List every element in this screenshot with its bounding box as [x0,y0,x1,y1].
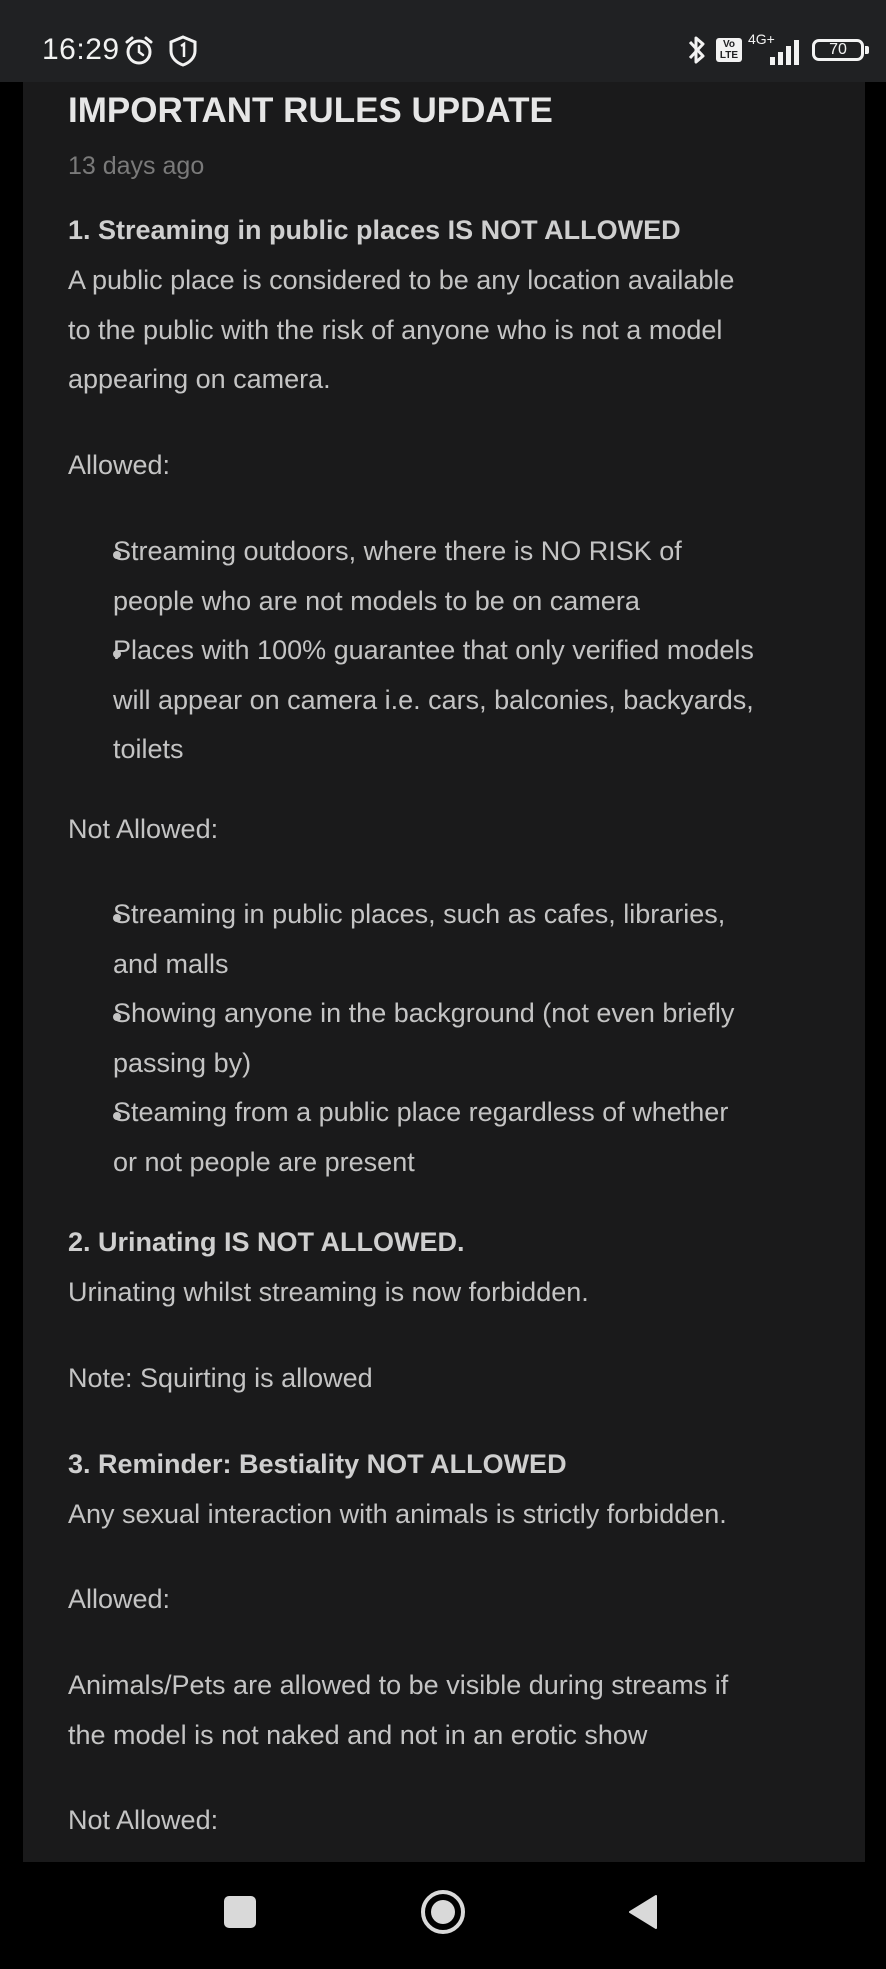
post-timestamp: 13 days ago [68,152,205,180]
list-item: Steaming from a public place regardless of whether [113,1097,729,1127]
section1-allowed-label: Allowed: [68,450,171,480]
section3-allowed-line: Animals/Pets are allowed to be visible during streams if [68,1670,729,1700]
list-item-continued: and malls [113,949,229,979]
section3-body: Any sexual interaction with animals is strictly forbidden. [68,1499,727,1529]
section2-heading: 2. Urinating IS NOT ALLOWED. [68,1227,465,1257]
section3-heading: 3. Reminder: Bestiality NOT ALLOWED [68,1449,567,1479]
network-type-label: 4G+ [748,31,775,47]
status-bar [0,0,886,82]
back-triangle-icon [624,1892,664,1932]
section2-body: Urinating whilst streaming is now forbidden. [68,1277,589,1307]
recents-button[interactable] [210,1882,270,1942]
post-title: IMPORTANT RULES UPDATE [68,91,553,130]
back-button[interactable] [614,1882,674,1942]
alarm-icon [122,34,156,68]
section3-not-allowed-label: Not Allowed: [68,1805,219,1835]
section3-allowed-label: Allowed: [68,1584,171,1614]
status-right-group [684,30,864,70]
list-item-continued: people who are not models to be on camera [113,586,640,616]
list-item-continued: toilets [113,734,184,764]
shield-icon [166,34,200,68]
status-time: 16:29 [42,33,120,66]
navigation-bar [0,1862,886,1969]
list-item: Places with 100% guarantee that only verified models [113,635,754,665]
home-button[interactable] [413,1882,473,1942]
list-item-continued: or not people are present [113,1147,415,1177]
volte-icon: Vo LTE [716,38,742,62]
list-item: Streaming in public places, such as cafes, libraries, [113,899,726,929]
recents-square-icon [222,1894,258,1930]
section2-note: Note: Squirting is allowed [68,1363,373,1393]
home-circle-icon [419,1888,467,1936]
list-item: Showing anyone in the background (not even briefly [113,998,735,1028]
list-item-continued: passing by) [113,1048,252,1078]
section1-not-allowed-label: Not Allowed: [68,814,219,844]
post-card [23,82,865,1862]
list-item-continued: will appear on camera i.e. cars, balconies, backyards, [113,685,754,715]
section3-allowed-line: the model is not naked and not in an erotic show [68,1720,648,1750]
section1-heading: 1. Streaming in public places IS NOT ALLOWED [68,215,681,245]
battery-icon [812,39,864,61]
battery-level: 70 [829,41,847,58]
bluetooth-icon [684,33,710,67]
cellular-signal [748,33,806,67]
section1-body-line: appearing on camera. [68,364,331,394]
section1-body-line: A public place is considered to be any location available [68,265,735,295]
list-item: Streaming outdoors, where there is NO RISK of [113,536,682,566]
section1-body-line: to the public with the risk of anyone who is not a model [68,315,723,345]
